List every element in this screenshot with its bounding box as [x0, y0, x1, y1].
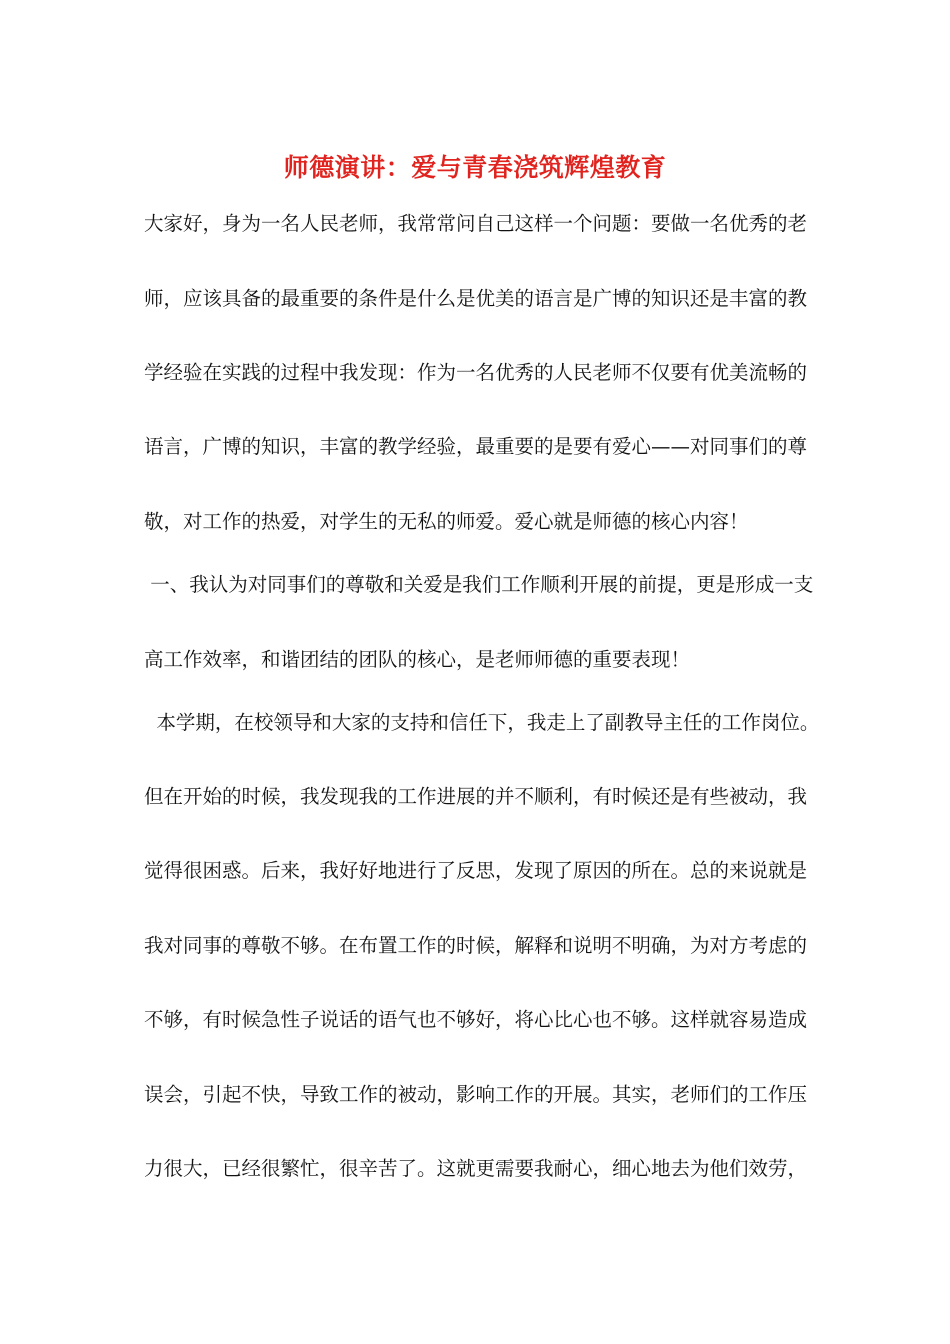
paragraph-start-line: 本学期，在校领导和大家的支持和信任下，我走上了副教导主任的工作岗位。	[144, 711, 820, 734]
body-line-1: 大家好，身为一名人民老师，我常常问自己这样一个问题：要做一名优秀的老	[144, 212, 808, 235]
section-heading-1: 一、我认为对同事们的尊敬和关爱是我们工作顺利开展的前提，更是形成一支	[144, 573, 814, 596]
body-line-9: 但在开始的时候，我发现我的工作进展的并不顺利，有时候还是有些被动，我	[144, 785, 808, 808]
body-line-4: 语言，广博的知识，丰富的教学经验，最重要的是要有爱心——对同事们的尊	[144, 435, 808, 458]
body-line-2: 师，应该具备的最重要的条件是什么是优美的语言是广博的知识还是丰富的教	[144, 287, 808, 310]
body-line-10: 觉得很困惑。后来，我好好地进行了反思，发现了原因的所在。总的来说就是	[144, 859, 808, 882]
body-line-14: 力很大，已经很繁忙，很辛苦了。这就更需要我耐心，细心地去为他们效劳，	[144, 1157, 808, 1180]
body-line-12: 不够，有时候急性子说话的语气也不够好，将心比心也不够。这样就容易造成	[144, 1008, 808, 1031]
body-line-7: 高工作效率，和谐团结的团队的核心，是老师师德的重要表现！	[144, 648, 691, 671]
body-line-13: 误会，引起不快，导致工作的被动，影响工作的开展。其实，老师们的工作压	[144, 1083, 808, 1106]
body-line-3: 学经验在实践的过程中我发现：作为一名优秀的人民老师不仅要有优美流畅的	[144, 361, 808, 384]
body-line-5: 敬，对工作的热爱，对学生的无私的师爱。爱心就是师德的核心内容！	[144, 510, 749, 533]
body-line-11: 我对同事的尊敬不够。在布置工作的时候，解释和说明不明确，为对方考虑的	[144, 934, 808, 957]
document-title: 师德演讲：爱与青春浇筑辉煌教育	[283, 153, 667, 182]
